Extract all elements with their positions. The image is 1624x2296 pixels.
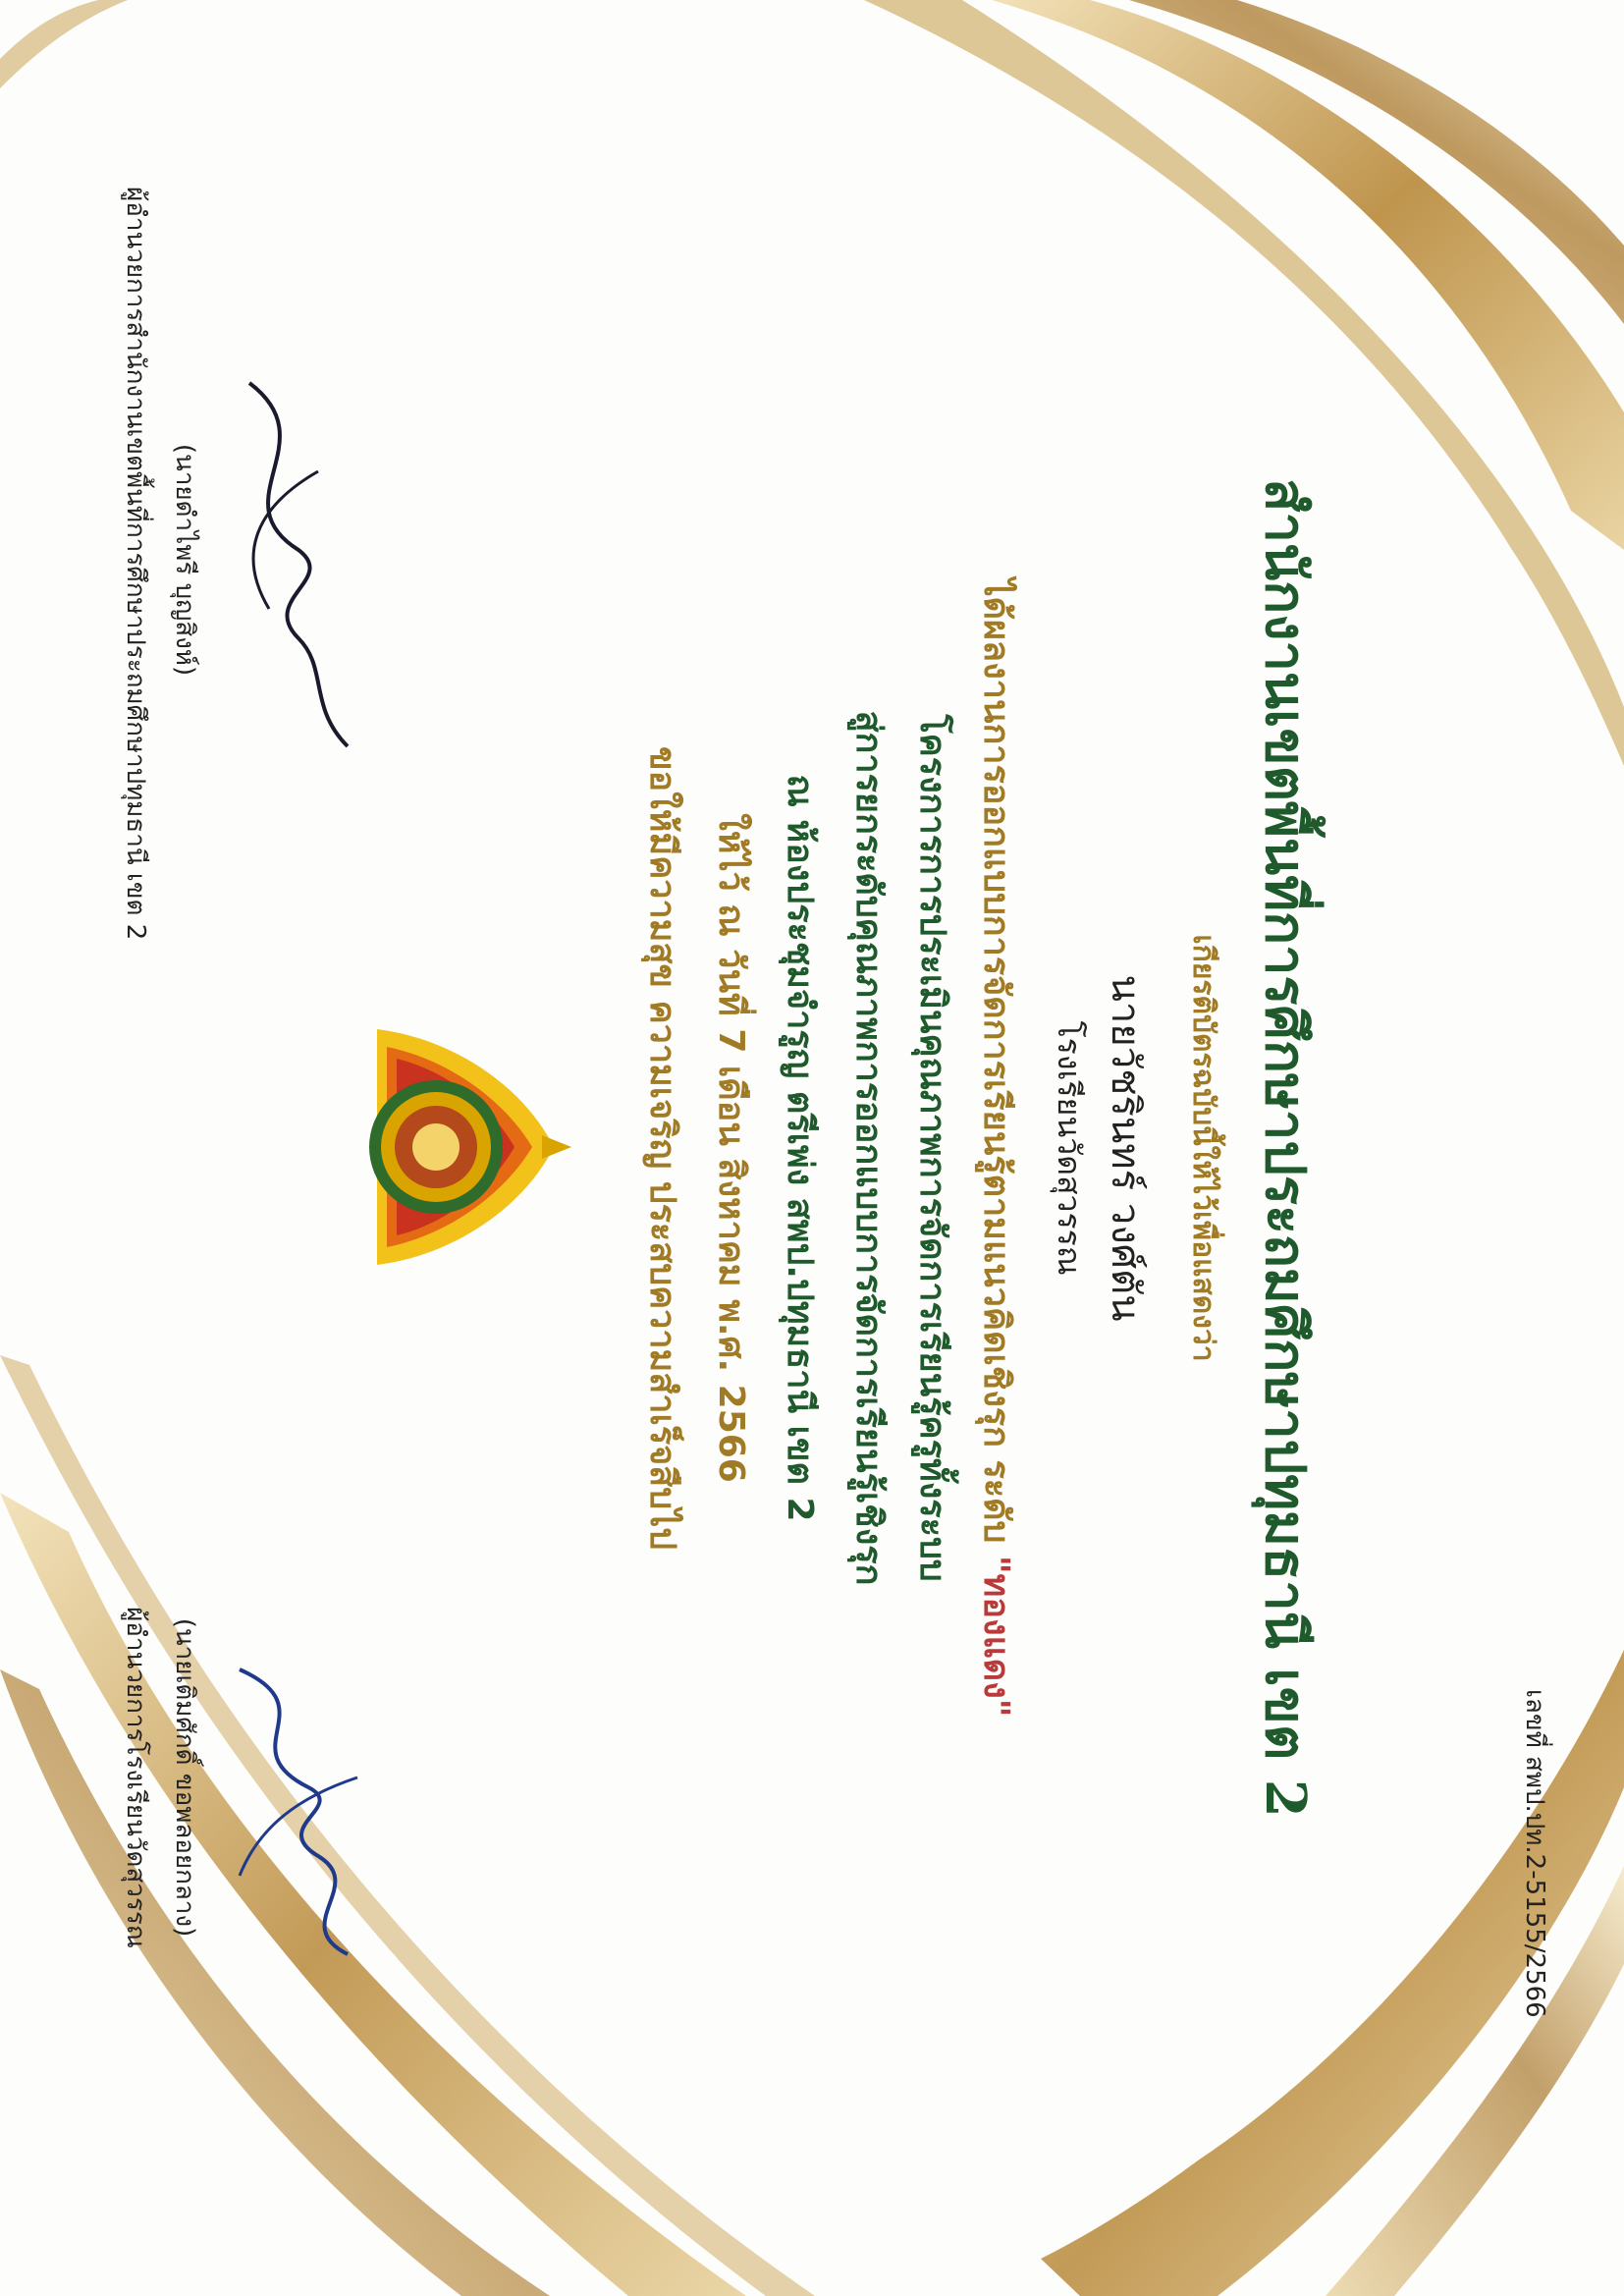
achievement-line bbox=[966, 0, 1025, 2296]
venue-line: ณ ห้องประชุมจำรูญ ตรีเพ่ง สพป.ปทุมธานี เขต 2 bbox=[780, 774, 820, 1522]
project-line-2: สู่การยกระดับคุณภาพการออกแบบการจัดการเรียนรู้เชิงรุก bbox=[848, 710, 889, 1586]
blessing-line: ขอให้มีความสุข ความเจริญ ประสบความสำเร็จสืบไป bbox=[642, 745, 682, 1551]
recipient-school: โรงเรียนวัดสุวรรณ bbox=[1051, 1020, 1088, 1276]
award-level: "ทองแดง" bbox=[976, 1555, 1016, 1718]
signature-district-director bbox=[210, 354, 367, 766]
intro-text: เกียรติบัตรฉบับนี้ให้ไว้เพื่อแสดงว่า bbox=[1186, 934, 1220, 1362]
signature-school-director bbox=[210, 1630, 387, 1984]
signatory-1-position: ผู้อำนวยการโรงเรียนวัดสุวรรณ bbox=[121, 1607, 150, 1948]
certificate-number bbox=[1515, 1689, 1555, 2018]
recipient-name: นายวัชรินทร์ วงศ์ตัน bbox=[1103, 974, 1148, 1322]
achievement-text: ได้ผลงานการออกแบบการจัดการเรียนรู้ตามแนวคิดเชิงรุก ระดับ bbox=[976, 578, 1016, 1544]
signatory-2-name: (นายดำไพรี บุญสิงห์) bbox=[170, 443, 199, 677]
signatory-1-name: (นายเติมศักดิ์ ขอพลอยกลาง) bbox=[170, 1617, 199, 1938]
date-line: ให้ไว้ ณ วันที่ 7 เดือน สิงหาคม พ.ศ. 2566 bbox=[711, 813, 751, 1483]
certificate-number-value: สพป.ปท.2-5155/2566 bbox=[1520, 1756, 1549, 2018]
obec-emblem-icon bbox=[357, 1000, 593, 1294]
signatory-2-position: ผู้อำนวยการสำนักงานเขตพื้นที่การศึกษาประถมศึกษาปทุมธานี เขต 2 bbox=[121, 187, 150, 941]
issuer-title: สำนักงานเขตพื้นที่การศึกษาประถมศึกษาปทุมธานี เขต 2 bbox=[1253, 478, 1318, 1818]
certificate-number-label: เลขที่ bbox=[1520, 1689, 1549, 1748]
project-line-1: โครงการการประเมินคุณภาพการจัดการเรียนรู้ครูทั้งระบบ bbox=[912, 714, 952, 1582]
